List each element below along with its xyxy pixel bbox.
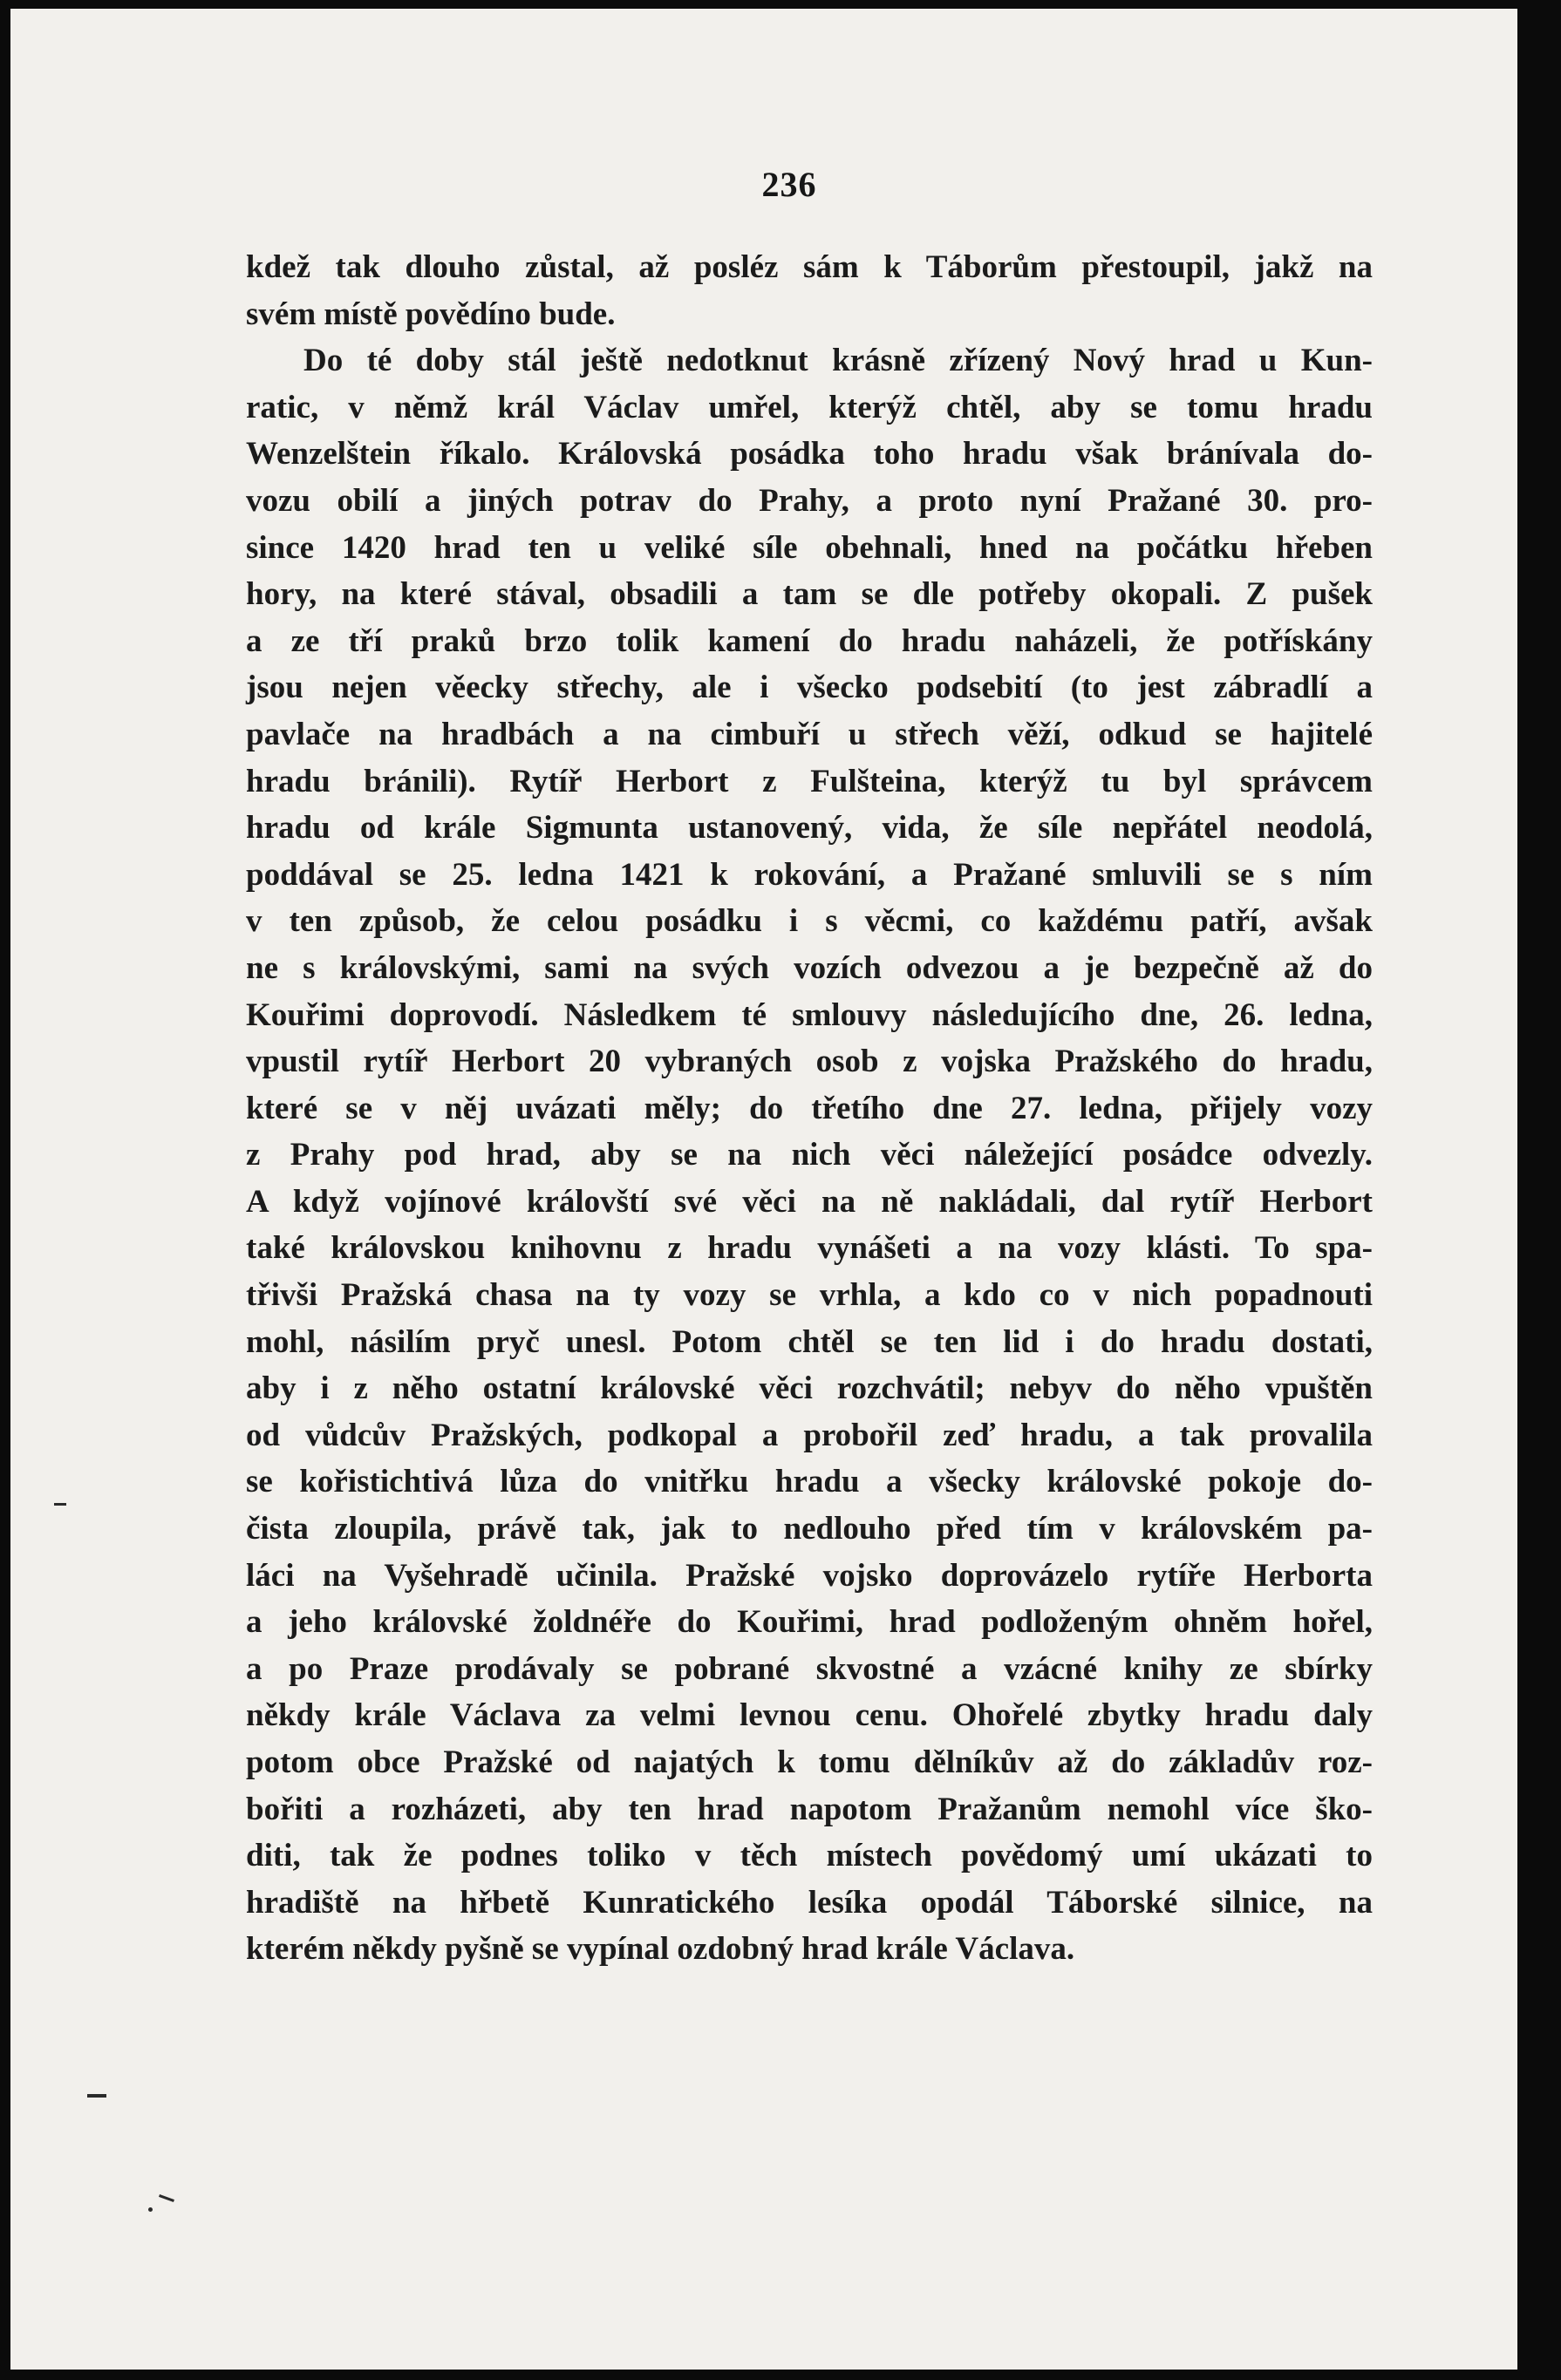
- text-line: vpustil rytíř Herbort 20 vybraných osob z vojska Pražského do hradu,: [246, 1044, 1373, 1080]
- page-number: 236: [761, 165, 817, 204]
- text-line: vozu obilí a jiných potrav do Prahy, a proto nyní Pražané 30. pro-: [246, 482, 1373, 519]
- text-line: které se v něj uvázati měly; do třetího dne 27. ledna, přijely vozy: [246, 1090, 1373, 1126]
- text-line: láci na Vyšehradě učinila. Pražské vojsko doprovázelo rytíře Herborta: [246, 1557, 1373, 1594]
- text-line: hradu od krále Sigmunta ustanovený, vida, že síle nepřátel neodolá,: [246, 810, 1373, 847]
- text-line: bořiti a rozházeti, aby ten hrad napotom Pražanům nemohl více ško-: [246, 1791, 1373, 1827]
- text-line: a jeho královské žoldnéře do Kouřimi, hrad podloženým ohněm hořel,: [246, 1604, 1373, 1641]
- text-line: a ze tří praků brzo tolik kamení do hradu naházeli, že potřískány: [246, 622, 1373, 659]
- text-line: aby i z něho ostatní královské věci rozchvátil; nebyv do něho vpuštěn: [246, 1370, 1373, 1407]
- text-line: diti, tak že podnes toliko v těch místech povědomý umí ukázati to: [246, 1838, 1373, 1874]
- scan-speck: [159, 2194, 174, 2202]
- text-line: čista zloupila, právě tak, jak to nedlouho před tím v královském pa-: [246, 1511, 1373, 1547]
- text-line: jsou nejen věecky střechy, ale i všecko podsebití (to jest zábradlí a: [246, 670, 1373, 706]
- text-line: třivši Pražská chasa na ty vozy se vrhla, a kdo co v nich popadnouti: [246, 1277, 1373, 1314]
- text-line: kdež tak dlouho zůstal, až posléz sám k Táborům přestoupil, jakž na: [246, 249, 1373, 285]
- text-line: v ten způsob, že celou posádku i s věcmi, co každému patří, avšak: [246, 903, 1373, 940]
- text-line: ratic, v němž král Václav umřel, kterýž chtěl, aby se tomu hradu: [246, 389, 1373, 425]
- text-line: hradiště na hřbetě Kunratického lesíka opodál Táborské silnice, na: [246, 1884, 1373, 1921]
- text-line: A když vojínové královští své věci na ně nakládali, dal rytíř Herbort: [246, 1183, 1373, 1220]
- scan-speck: [54, 1503, 66, 1506]
- text-line: poddával se 25. ledna 1421 k rokování, a Pražané smluvili se s ním: [246, 856, 1373, 893]
- text-line: kterém někdy pyšně se vypínal ozdobný hrad krále Václava.: [246, 1931, 1075, 1968]
- text-line: svém místě povědíno bude.: [246, 296, 616, 332]
- text-line: od vůdcův Pražských, podkopal a probořil zeď hradu, a tak provalila: [246, 1417, 1373, 1453]
- text-line: since 1420 hrad ten u veliké síle obehnali, hned na počátku hřeben: [246, 529, 1373, 566]
- scan-speck: [87, 2094, 106, 2098]
- text-line: také královskou knihovnu z hradu vynášeti a na vozy klásti. To spa-: [246, 1230, 1373, 1267]
- text-line: mohl, násilím pryč unesl. Potom chtěl se ten lid i do hradu dostati,: [246, 1323, 1373, 1360]
- text-line: z Prahy pod hrad, aby se na nich věci náležející posádce odvezly.: [246, 1137, 1373, 1173]
- text-line: potom obce Pražské od najatých k tomu dělníkův až do základův roz-: [246, 1744, 1373, 1780]
- text-line: ne s královskými, sami na svých vozích odvezou a je bezpečně až do: [246, 949, 1373, 986]
- scan-speck: [148, 2207, 153, 2212]
- text-line: hory, na které stával, obsadili a tam se dle potřeby okopali. Z pušek: [246, 576, 1373, 613]
- scanned-page: [10, 9, 1517, 2370]
- text-line: někdy krále Václava za velmi levnou cenu. Ohořelé zbytky hradu daly: [246, 1697, 1373, 1734]
- text-line: se kořistichtivá lůza do vnitřku hradu a všecky královské pokoje do-: [246, 1464, 1373, 1500]
- text-line: Wenzelštein říkalo. Královská posádka toho hradu však bránívala do-: [246, 436, 1373, 473]
- text-line: pavlače na hradbách a na cimbuří u střech věží, odkud se hajitelé: [246, 716, 1373, 752]
- text-line: hradu bránili). Rytíř Herbort z Fulšteina, kterýž tu byl správcem: [246, 763, 1373, 799]
- text-line: Do té doby stál ještě nedotknut krásně zřízený Nový hrad u Kun-: [303, 343, 1373, 379]
- text-line: a po Praze prodávaly se pobrané skvostné a vzácné knihy ze sbírky: [246, 1650, 1373, 1687]
- text-line: Kouřimi doprovodí. Následkem té smlouvy následujícího dne, 26. ledna,: [246, 996, 1373, 1033]
- body-text: [246, 244, 1373, 1973]
